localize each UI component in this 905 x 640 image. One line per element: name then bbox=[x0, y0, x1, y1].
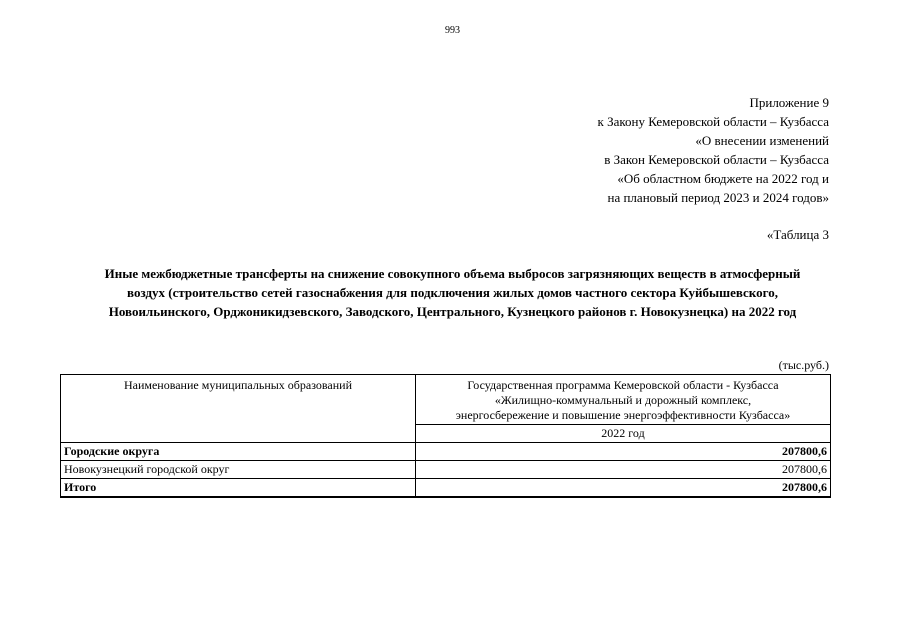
header-year: 2022 год bbox=[416, 425, 831, 443]
page-number: 993 bbox=[445, 25, 460, 36]
table-label: «Таблица 3 bbox=[766, 227, 829, 242]
header-program-line: энергосбережение и повышение энергоэффективности Кузбасса» bbox=[455, 408, 791, 422]
units-label: (тыс.руб.) bbox=[778, 358, 829, 372]
row-name: Городские округа bbox=[61, 443, 416, 461]
document-title bbox=[60, 264, 845, 321]
title-line: Иные межбюджетные трансферты на снижение совокупного объема выбросов загрязняющих веществ в атмосферный bbox=[104, 266, 801, 281]
annex-line: к Закону Кемеровской области – Кузбасса bbox=[597, 114, 829, 129]
row-name: Итого bbox=[61, 479, 416, 498]
row-name: Новокузнецкий городской округ bbox=[61, 461, 416, 479]
header-program-line: Государственная программа Кемеровской области - Кузбасса bbox=[467, 378, 779, 392]
table-row bbox=[61, 443, 831, 461]
header-name: Наименование муниципальных образований bbox=[61, 375, 416, 443]
table-row bbox=[61, 461, 831, 479]
annex-line: в Закон Кемеровской области – Кузбасса bbox=[604, 152, 829, 167]
annex-line: Приложение 9 bbox=[749, 95, 829, 110]
table-row-total bbox=[61, 479, 831, 498]
annex-header bbox=[598, 93, 830, 207]
annex-line: «Об областном бюджете на 2022 год и bbox=[617, 171, 829, 186]
row-value: 207800,6 bbox=[416, 443, 831, 461]
title-line: воздух (строительство сетей газоснабжения для подключения жилых домов частного сектора Куйбышевского, bbox=[127, 285, 778, 300]
transfers-table bbox=[60, 374, 831, 498]
header-program bbox=[416, 375, 831, 425]
title-line: Новоильинского, Орджоникидзевского, Заводского, Центрального, Кузнецкого районов г. Новокузнецка) на 2022 год bbox=[108, 304, 797, 319]
row-value: 207800,6 bbox=[416, 461, 831, 479]
header-program-line: «Жилищно-коммунальный и дорожный комплекс, bbox=[494, 393, 752, 407]
annex-line: «О внесении изменений bbox=[695, 133, 829, 148]
annex-line: на плановый период 2023 и 2024 годов» bbox=[607, 190, 829, 205]
row-value: 207800,6 bbox=[416, 479, 831, 498]
table-header-row bbox=[61, 375, 831, 425]
